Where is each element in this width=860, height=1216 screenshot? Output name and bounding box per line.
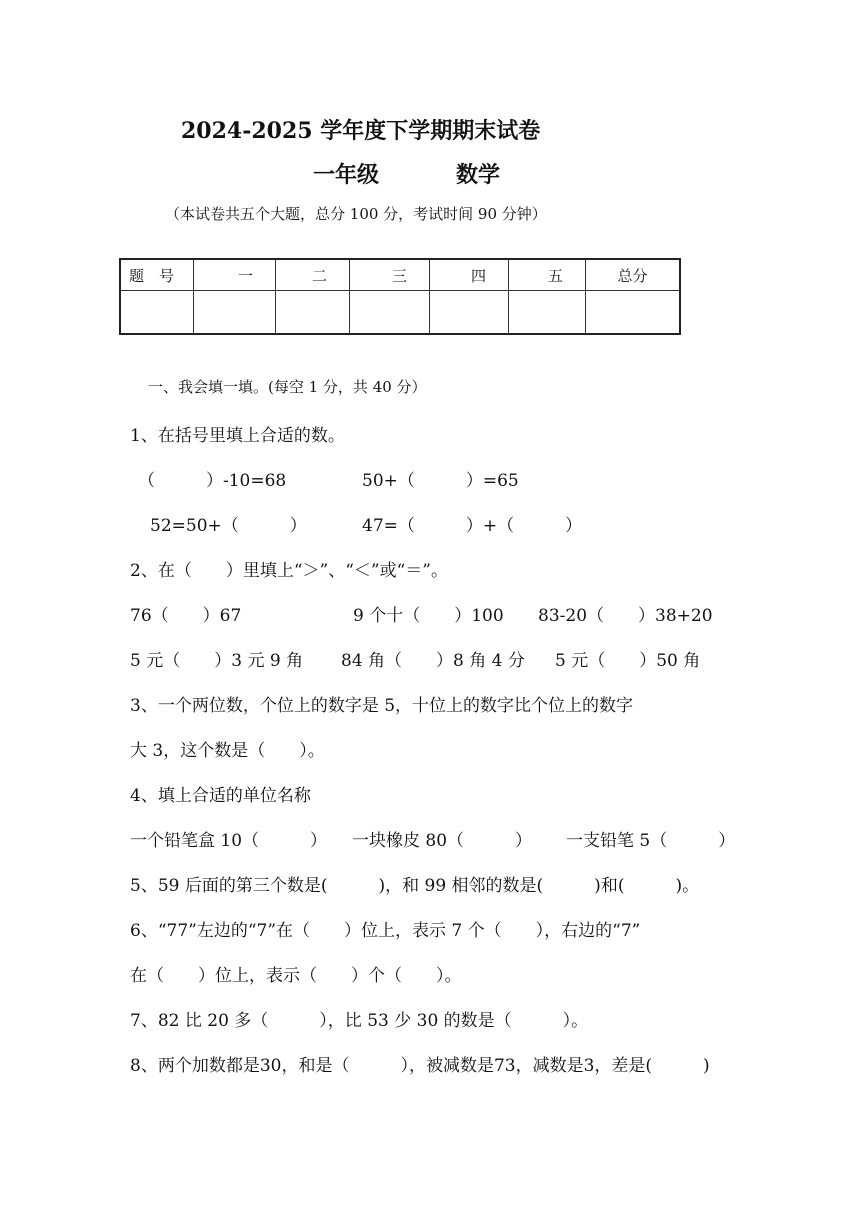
grade-label: 一年级 bbox=[313, 162, 380, 188]
question-line: 84 角（ ）8 角 4 分 bbox=[341, 651, 525, 671]
score-header-cell: 总分 bbox=[586, 259, 681, 291]
question-line: 6、“77”左边的“7”在（ ）位上，表示 7 个（ ），右边的“7” bbox=[130, 921, 641, 941]
score-header-cell: 五 bbox=[509, 259, 586, 291]
score-table-header-row bbox=[120, 259, 680, 291]
question-line: 一支铅笔 5（ ） bbox=[566, 831, 736, 851]
score-table-score-row bbox=[120, 291, 680, 335]
question-line: 7、82 比 20 多（ ），比 53 少 30 的数是（ ）。 bbox=[130, 1011, 589, 1031]
exam-title: 2024-2025 学年度下学期期末试卷 bbox=[181, 118, 541, 144]
question-line: 50+（ ）=65 bbox=[362, 471, 519, 491]
score-cell[interactable] bbox=[194, 291, 276, 335]
question-line: 大 3，这个数是（ ）。 bbox=[130, 741, 325, 761]
question-line: 76（ ）67 bbox=[130, 606, 242, 626]
question-line: 5 元（ ）50 角 bbox=[555, 651, 701, 671]
question-line: 3、一个两位数，个位上的数字是 5，十位上的数字比个位上的数字 bbox=[130, 696, 634, 716]
question-line: 1、在括号里填上合适的数。 bbox=[130, 426, 345, 446]
score-header-cell: 二 bbox=[276, 259, 350, 291]
score-header-cell: 三 bbox=[350, 259, 430, 291]
question-line: 9 个十（ ）100 bbox=[353, 606, 504, 626]
subject-label: 数学 bbox=[456, 162, 501, 188]
question-line: 5 元（ ）3 元 9 角 bbox=[130, 651, 304, 671]
score-cell[interactable] bbox=[586, 291, 681, 335]
question-line: 52=50+（ ） bbox=[150, 516, 307, 536]
score-cell[interactable] bbox=[120, 291, 194, 335]
score-header-cell: 一 bbox=[194, 259, 276, 291]
exam-note: （本试卷共五个大题，总分 100 分，考试时间 90 分钟） bbox=[165, 205, 547, 223]
question-line: 8、两个加数都是30，和是（ ），被减数是73，减数是3，差是( ) bbox=[130, 1056, 710, 1076]
score-header-cell: 题 号 bbox=[120, 259, 194, 291]
question-line: 一块橡皮 80（ ） bbox=[352, 831, 533, 851]
question-line: 83-20（ ）38+20 bbox=[538, 606, 713, 626]
score-header-cell: 四 bbox=[430, 259, 509, 291]
question-line: 4、填上合适的单位名称 bbox=[130, 786, 311, 806]
question-line: （ ）-10=68 bbox=[138, 471, 287, 491]
score-table bbox=[119, 258, 681, 335]
score-cell[interactable] bbox=[350, 291, 430, 335]
question-line: 一个铅笔盒 10（ ） bbox=[130, 831, 328, 851]
score-cell[interactable] bbox=[509, 291, 586, 335]
section-heading: 一、我会填一填。(每空 1 分，共 40 分） bbox=[148, 378, 427, 396]
score-cell[interactable] bbox=[430, 291, 509, 335]
question-line: 5、59 后面的第三个数是( )，和 99 相邻的数是( )和( )。 bbox=[130, 876, 700, 896]
score-cell[interactable] bbox=[276, 291, 350, 335]
question-line: 47=（ ）+（ ） bbox=[362, 516, 583, 536]
question-line: 2、在（ ）里填上“＞”、“＜”或“＝”。 bbox=[130, 561, 448, 581]
question-line: 在（ ）位上，表示（ ）个（ ）。 bbox=[130, 966, 462, 986]
